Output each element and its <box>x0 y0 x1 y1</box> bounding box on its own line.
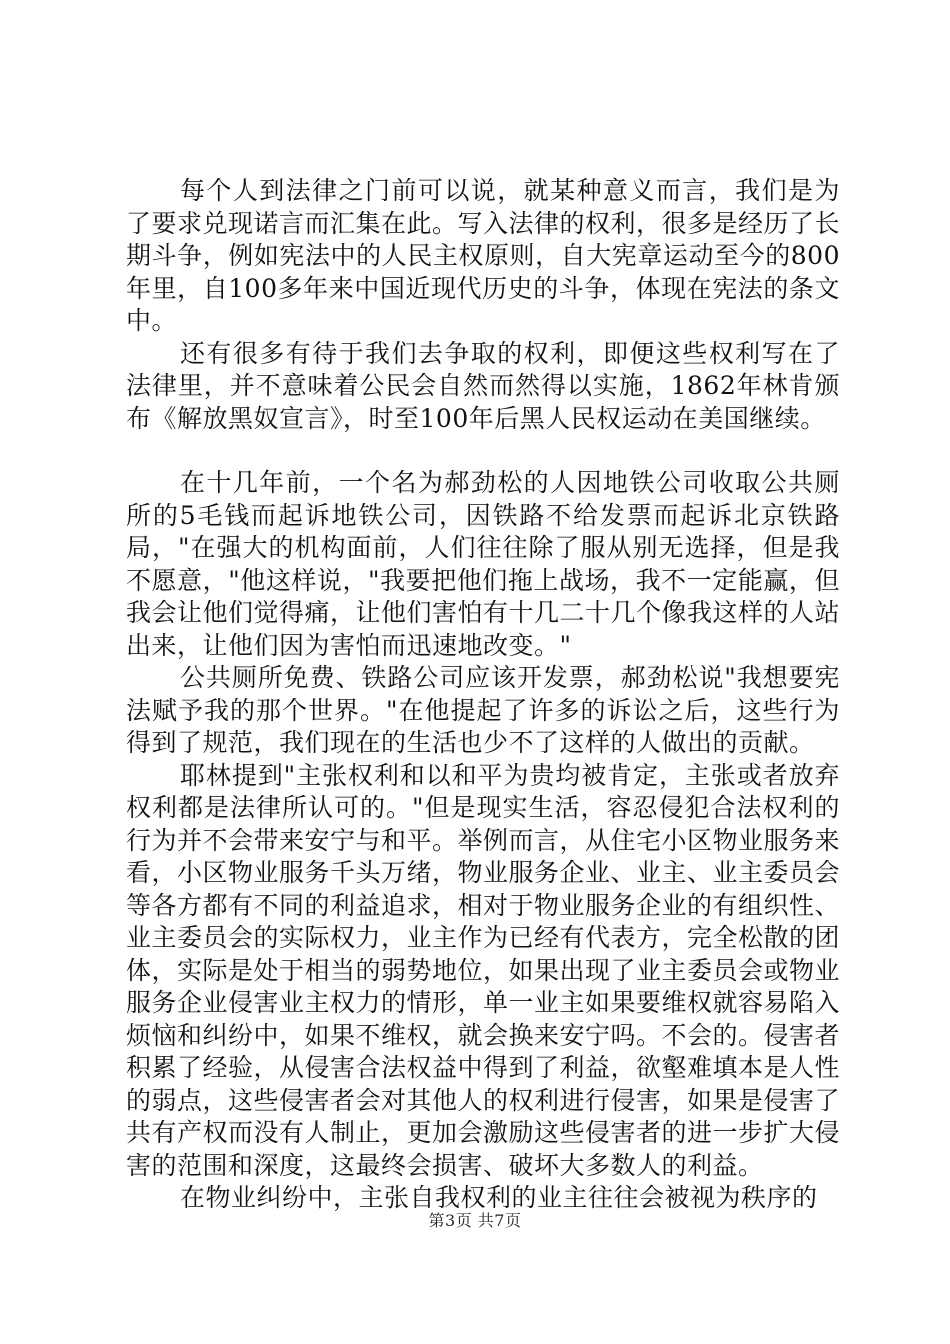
paragraph-3: 在十几年前，一个名为郝劲松的人因地铁公司收取公共厕所的5毛钱而起诉地铁公司，因铁路不给发票而起诉北京铁路局，"在强大的机构面前，人们往往除了服从别无选择，但是我不愿意，"他这样说，"我要把他们拖上战场，我不一定能赢，但我会让他们觉得痛，让他们害怕有十几二十几个像我这样的人站出来，让他们因为害怕而迅速地改变。" <box>126 468 841 660</box>
paragraph-4: 公共厕所免费、铁路公司应该开发票，郝劲松说"我想要宪法赋予我的那个世界。"在他提起了许多的诉讼之后，这些行为得到了规范，我们现在的生活也少不了这样的人做出的贡献。 <box>126 663 840 757</box>
page-number-footer: 第3页 共7页 <box>428 1211 522 1230</box>
paragraph-1: 每个人到法律之门前可以说，就某种意义而言，我们是为了要求兑现诺言而汇集在此。写入法律的权利，很多是经历了长期斗争，例如宪法中的人民主权原则，自大宪章运动至今的800年里，自100多年来中国近现代历史的斗争，体现在宪法的条文中。 <box>126 176 841 335</box>
paragraph-2: 还有很多有待于我们去争取的权利，即便这些权利写在了法律里，并不意味着公民会自然而然得以实施，1862年林肯颁布《解放黑奴宣言》，时至100年后黑人民权运动在美国继续。 <box>126 338 840 433</box>
document-body <box>126 175 840 1215</box>
paragraph-5: 耶林提到"主张权利和以和平为贵均被肯定，主张或者放弃权利都是法律所认可的。"但是现实生活，容忍侵犯合法权利的行为并不会带来安宁与和平。举例而言，从住宅小区物业服务来看，小区物业服务千头万绪，物业服务企业、业主、业主委员会等各方都有不同的利益追求，相对于物业服务企业的有组织性、业主委员会的实际权力，业主作为已经有代表方，完全松散的团体，实际是处于相当的弱势地位，如果出现了业主委员会或物业服务企业侵害业主权力的情形，单一业主如果要维权就容易陷入烦恼和纠纷中，如果不维权，就会换来安宁吗。不会的。侵害者积累了经验，从侵害合法权益中得到了利益，欲壑难填本是人性的弱点，这些侵害者会对其他人的权利进行侵害，如果是侵害了共有产权而没有人制止，更加会激励这些侵害者的进一步扩大侵害的范围和深度，这最终会损害、破坏大多数人的利益。 <box>126 760 841 1180</box>
paragraph-6: 在物业纠纷中，主张自我权利的业主往往会被视为秩序的 <box>180 1183 818 1212</box>
paragraph-spacer <box>126 435 840 467</box>
